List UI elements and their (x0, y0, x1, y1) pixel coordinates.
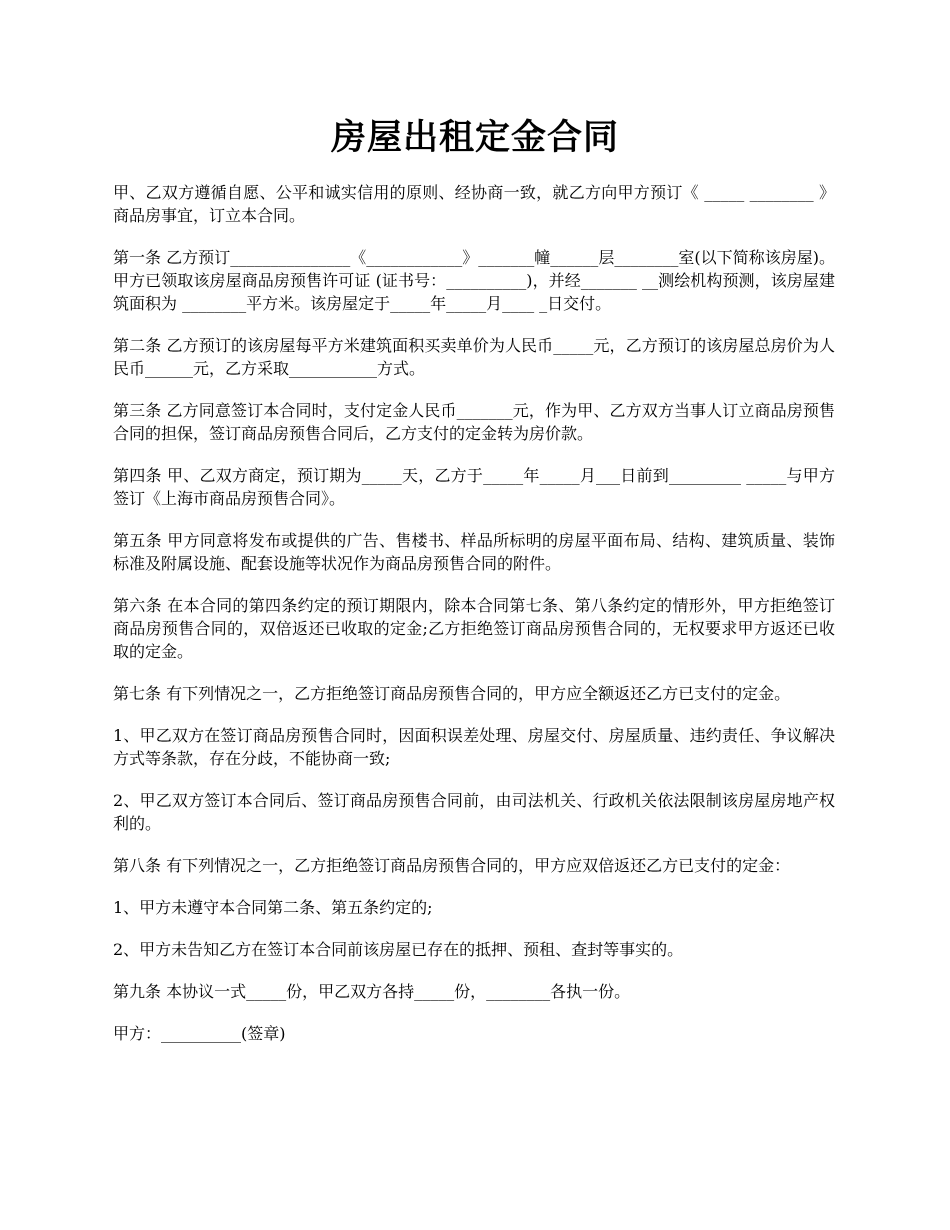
article-8-item-2: 2、甲方未告知乙方在签订本合同前该房屋已存在的抵押、预租、查封等事实的。 (113, 940, 684, 959)
article-8-paragraph: 第八条 有下列情况之一，乙方拒绝签订商品房预售合同的，甲方应双倍返还乙方已支付的定金： (113, 856, 791, 875)
article-7-paragraph: 第七条 有下列情况之一，乙方拒绝签订商品房预售合同的，甲方应全额返还乙方已支付的定金。 (113, 684, 791, 703)
article-7-item-1: 1、甲乙双方在签订商品房预售合同时，因面积误差处理、房屋交付、房屋质量、违约责任、争议解决方式等条款，存在分歧，不能协商一致; (113, 726, 835, 768)
article-3-paragraph: 第三条 乙方同意签订本合同时，支付定金人民币_______元，作为甲、乙方双方当事人订立商品房预售合同的担保，签订商品房预售合同后，乙方支付的定金转为房价款。 (113, 401, 835, 443)
article-1-paragraph: 第一条 乙方预订_______________《____________》_______幢______层________室(以下简称该房屋)。甲方已领取该房屋商品房预售许可证 (证书号：__________)，并经_______ __测绘机构预测，该房屋建筑面积为 ________平方米。该房屋定于_____年_____月____ _日交付。 (113, 248, 835, 313)
article-8-item-1: 1、甲方未遵守本合同第二条、第五条约定的; (113, 898, 433, 917)
document-title: 房屋出租定金合同 (330, 117, 619, 158)
contract-body (113, 181, 835, 1064)
article-2-paragraph: 第二条 乙方预订的该房屋每平方米建筑面积买卖单价为人民币_____元，乙方预订的该房屋总房价为人民币______元，乙方采取___________方式。 (113, 336, 835, 378)
article-5-paragraph: 第五条 甲方同意将发布或提供的广告、售楼书、样品所标明的房屋平面布局、结构、建筑质量、装饰标准及附属设施、配套设施等状况作为商品房预售合同的附件。 (113, 531, 835, 573)
party-a-signature-line: 甲方：__________(签章) (113, 1024, 286, 1043)
article-6-paragraph: 第六条 在本合同的第四条约定的预订期限内，除本合同第七条、第八条约定的情形外，甲方拒绝签订商品房预售合同的，双倍返还已收取的定金;乙方拒绝签订商品房预售合同的，无权要求甲方返还已收取的定金。 (113, 596, 835, 661)
preamble-paragraph: 甲、乙双方遵循自愿、公平和诚实信用的原则、经协商一致，就乙方向甲方预订《 _____ ________ 》商品房事宜，订立本合同。 (113, 183, 835, 225)
article-9-paragraph: 第九条 本协议一式_____份，甲乙双方各持_____份，________各执一份。 (113, 982, 631, 1001)
article-4-paragraph: 第四条 甲、乙双方商定，预订期为_____天，乙方于_____年_____月___日前到_________ _____与甲方签订《上海市商品房预售合同》。 (113, 466, 835, 508)
article-7-item-2: 2、甲乙双方签订本合同后、签订商品房预售合同前，由司法机关、行政机关依法限制该房屋房地产权利的。 (113, 791, 835, 833)
